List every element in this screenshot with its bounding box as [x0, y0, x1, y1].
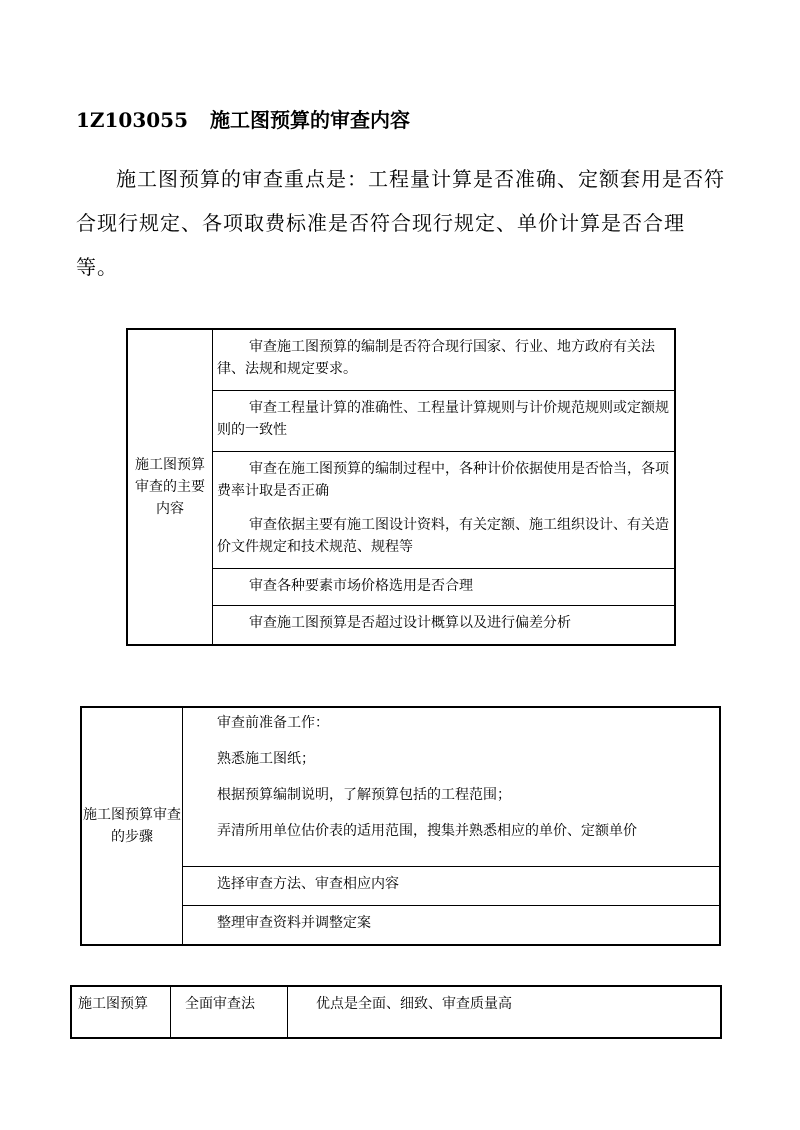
content-row-2-text: 审查工程量计算的准确性、工程量计算规则与计价规范规则或定额规则的一致性 — [217, 400, 669, 438]
intro-text: 施工图预算的审查重点是：工程量计算是否准确、定额套用是否符合现行规定、各项取费标准是否符合现行规定、单价计算是否合理等。 — [76, 167, 725, 279]
section-code: 1Z103055 — [76, 108, 189, 132]
section-title: 施工图预算的审查内容 — [210, 108, 411, 132]
review-steps-label — [81, 707, 183, 945]
step-prep — [183, 707, 721, 867]
content-row-4 — [213, 508, 676, 569]
content-row-4-text: 审查依据主要有施工图设计资料，有关定额、施工组织设计、有关造价文件规定和技术规范、规程等 — [217, 517, 669, 555]
content-row-1 — [213, 329, 676, 391]
content-row-3 — [213, 452, 676, 509]
content-row-1-text: 审查施工图预算的编制是否符合现行国家、行业、地方政府有关法律、法规和规定要求。 — [217, 339, 655, 377]
step-method-text: 选择审查方法、审查相应内容 — [217, 876, 399, 892]
review-content-table — [126, 328, 676, 646]
step-finalize — [183, 906, 721, 946]
methods-label — [71, 986, 171, 1038]
methods-label-text: 施工图预算 — [78, 996, 148, 1012]
review-methods-table — [70, 985, 722, 1039]
content-row-6-text: 审查施工图预算是否超过设计概算以及进行偏差分析 — [249, 615, 571, 631]
content-row-5 — [213, 569, 676, 606]
step-method — [183, 867, 721, 906]
section-heading — [76, 104, 410, 133]
intro-paragraph — [76, 157, 726, 289]
method-name — [171, 986, 288, 1038]
step-prep-item-1: 熟悉施工图纸； — [217, 751, 315, 767]
method-name-text: 全面审查法 — [185, 996, 255, 1012]
content-row-3-text: 审查在施工图预算的编制过程中，各种计价依据使用是否恰当，各项费率计取是否正确 — [217, 461, 669, 499]
content-row-5-text: 审查各种要素市场价格选用是否合理 — [249, 578, 473, 594]
method-desc-text: 优点是全面、细致、审查质量高 — [316, 996, 512, 1012]
content-row-6 — [213, 606, 676, 646]
review-steps-table — [80, 706, 721, 946]
step-prep-item-3: 弄清所用单位估价表的适用范围，搜集并熟悉相应的单价、定额单价 — [217, 823, 637, 839]
step-prep-title: 审查前准备工作： — [217, 715, 329, 731]
step-prep-item-2: 根据预算编制说明，了解预算包括的工程范围； — [217, 787, 511, 803]
step-finalize-text: 整理审查资料并调整定案 — [217, 915, 371, 931]
content-row-2 — [213, 391, 676, 452]
method-desc — [288, 986, 722, 1038]
review-content-label — [127, 329, 213, 645]
review-content-label-text: 施工图预算审查的主要内容 — [135, 457, 205, 517]
review-steps-label-text: 施工图预算审查的步骤 — [83, 807, 181, 845]
